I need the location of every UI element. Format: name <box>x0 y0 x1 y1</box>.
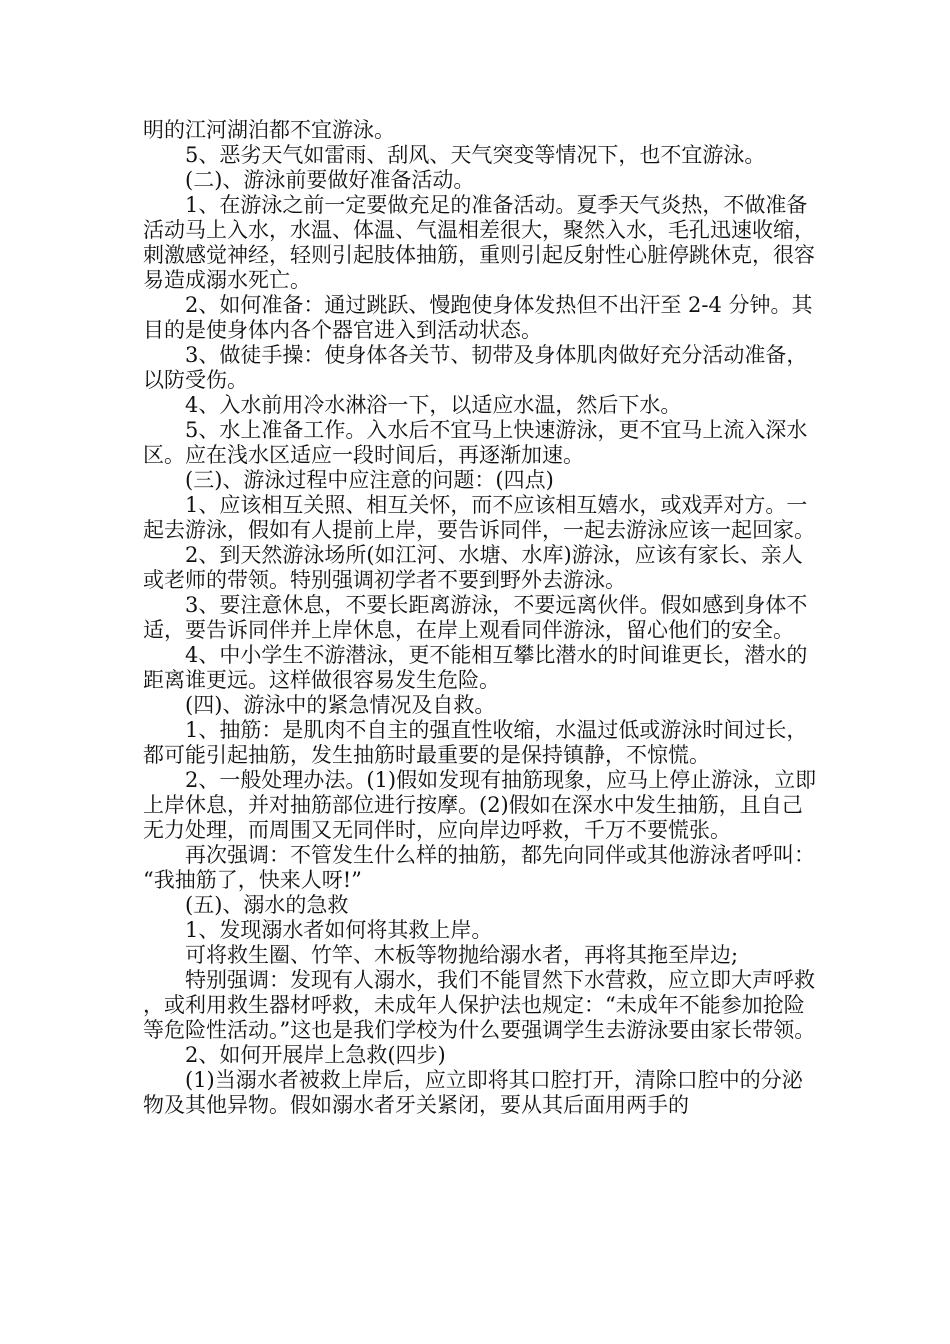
paragraph: (三)、游泳过程中应注意的问题：(四点) <box>185 468 554 492</box>
paragraph: 2、一般处理办法。(1)假如发现有抽筋现象，应马上停止游泳，立即上岸休息，并对抽筋部位进行按摩。(2)假如在深水中发生抽筋，且自己无力处理，而周围又无同伴时，应向岸边呼救，千万不要慌张。 <box>143 768 817 842</box>
paragraph: 3、要注意休息，不要长距离游泳，不要远离伙伴。假如感到身体不适，要告诉同伴并上岸休息，在岸上观看同伴游泳，留心他们的安全。 <box>143 593 808 642</box>
paragraph: 2、如何准备：通过跳跃、慢跑使身体发热但不出汗至 2-4 分钟。其目的是使身体内各个器官进入到活动状态。 <box>143 293 813 342</box>
paragraph: 2、到天然游泳场所(如江河、水塘、水库)游泳，应该有家长、亲人或老师的带领。特别强调初学者不要到野外去游泳。 <box>143 543 803 592</box>
paragraph: 5、恶劣天气如雷雨、刮风、天气突变等情况下，也不宜游泳。 <box>185 143 766 167</box>
paragraph: 3、做徒手操：使身体各关节、韧带及身体肌肉做好充分活动准备，以防受伤。 <box>143 343 808 392</box>
paragraph: (五)、溺水的急救 <box>185 893 349 917</box>
paragraph: 1、在游泳之前一定要做充足的准备活动。夏季天气炎热，不做准备活动马上入水，水温、体温、气温相差很大，聚然入水，毛孔迅速收缩，刺激感觉神经，轻则引起肢体抽筋，重则引起反射性心脏停跳休克，很容易造成溺水死亡。 <box>143 193 815 292</box>
document-body <box>143 118 823 1118</box>
paragraph: (二)、游泳前要做好准备活动。 <box>185 168 475 192</box>
paragraph: 1、发现溺水者如何将其救上岸。 <box>185 918 493 942</box>
paragraph: (四)、游泳中的紧急情况及自救。 <box>185 693 496 717</box>
paragraph: 1、应该相互关照、相互关怀，而不应该相互嬉水，或戏弄对方。一起去游泳，假如有人提前上岸，要告诉同伴，一起去游泳应该一起回家。 <box>143 493 815 542</box>
paragraph: 4、中小学生不游潜泳，更不能相互攀比潜水的时间谁更长，潜水的距离谁更远。这样做很容易发生危险。 <box>143 643 808 692</box>
paragraph: 可将救生圈、竹竿、木板等物抛给溺水者，再将其拖至岸边; <box>185 943 739 967</box>
paragraph: 再次强调：不管发生什么样的抽筋，都先向同伴或其他游泳者呼叫：“我抽筋了，快来人呀!” <box>143 843 815 892</box>
paragraph: 5、水上准备工作。入水后不宜马上快速游泳，更不宜马上流入深水区。应在浅水区适应一段时间后，再逐渐加速。 <box>143 418 808 467</box>
paragraph: 2、如何开展岸上急救(四步) <box>185 1043 446 1067</box>
paragraph: 1、抽筋：是肌肉不自主的强直性收缩，水温过低或游泳时间过长，都可能引起抽筋，发生抽筋时最重要的是保持镇静，不惊慌。 <box>143 718 808 767</box>
paragraph: 明的江河湖泊都不宜游泳。 <box>143 118 395 142</box>
paragraph: 4、入水前用冷水淋浴一下，以适应水温，然后下水。 <box>185 393 682 417</box>
paragraph: (1)当溺水者被救上岸后，应立即将其口腔打开，清除口腔中的分泌物及其他异物。假如溺水者牙关紧闭，要从其后面用两手的 <box>143 1068 803 1117</box>
paragraph: 特别强调：发现有人溺水，我们不能冒然下水营救，应立即大声呼救，或利用救生器材呼救，未成年人保护法也规定：“未成年不能参加抢险等危险性活动。”这也是我们学校为什么要强调学生去游泳要由家长带领。 <box>143 968 816 1042</box>
